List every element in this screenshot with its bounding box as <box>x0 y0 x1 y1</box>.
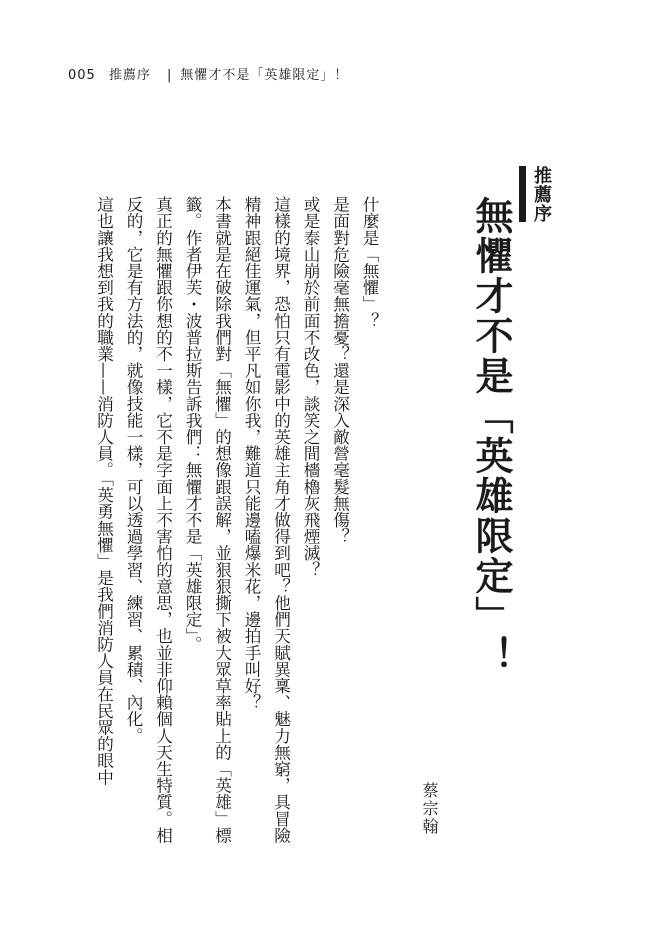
paragraph: 是面對危險毫無擔憂？還是深入敵營毫髮無傷？ <box>330 196 350 545</box>
body-text <box>94 196 384 856</box>
header-section: 推薦序 <box>108 68 151 83</box>
paragraph: 或是泰山崩於前面不改色，談笑之間檣櫓灰飛煙滅？ <box>301 196 320 578</box>
section-label: 推薦序 <box>531 166 552 223</box>
header-separator: | <box>166 68 173 83</box>
header-chapter-title: 無懼才不是「英雄限定」！ <box>180 68 349 83</box>
author-name: 蔡宗翰 <box>420 782 439 836</box>
paragraph: 這也讓我想到我的職業——消防人員。「英勇無懼」是我們消防人員在民眾的眼中 <box>94 196 114 786</box>
paragraph: 這樣的境界，恐怕只有電影中的英雄主角才做得到吧？他們天賦異稟、魅力無窮，具冒險精神跟絕佳運氣，但平凡如你我，難道只能邊嗑爆米花，邊拍手叫好？ <box>242 196 291 844</box>
running-header <box>68 64 348 83</box>
paragraph: 真正的無懼跟你想的不一樣，它不是字面上不害怕的意思，也並非仰賴個人天生特質。相反的，它是有方法的，就像技能一樣，可以透過學習、練習、累積、內化。 <box>124 196 173 844</box>
page-number: 005 <box>68 68 96 83</box>
chapter-title: 無懼才不是「英雄限定」！ <box>469 196 513 676</box>
paragraph: 本書就是在破除我們對「無懼」的想像跟誤解，並狠狠撕下被大眾草率貼上的「英雄」標籤。作者伊芙・波普拉斯告訴我們：無懼才不是「英雄限定」。 <box>183 196 232 844</box>
paragraph: 什麼是「無懼」？ <box>360 196 379 329</box>
label-accent-bar <box>519 166 526 222</box>
